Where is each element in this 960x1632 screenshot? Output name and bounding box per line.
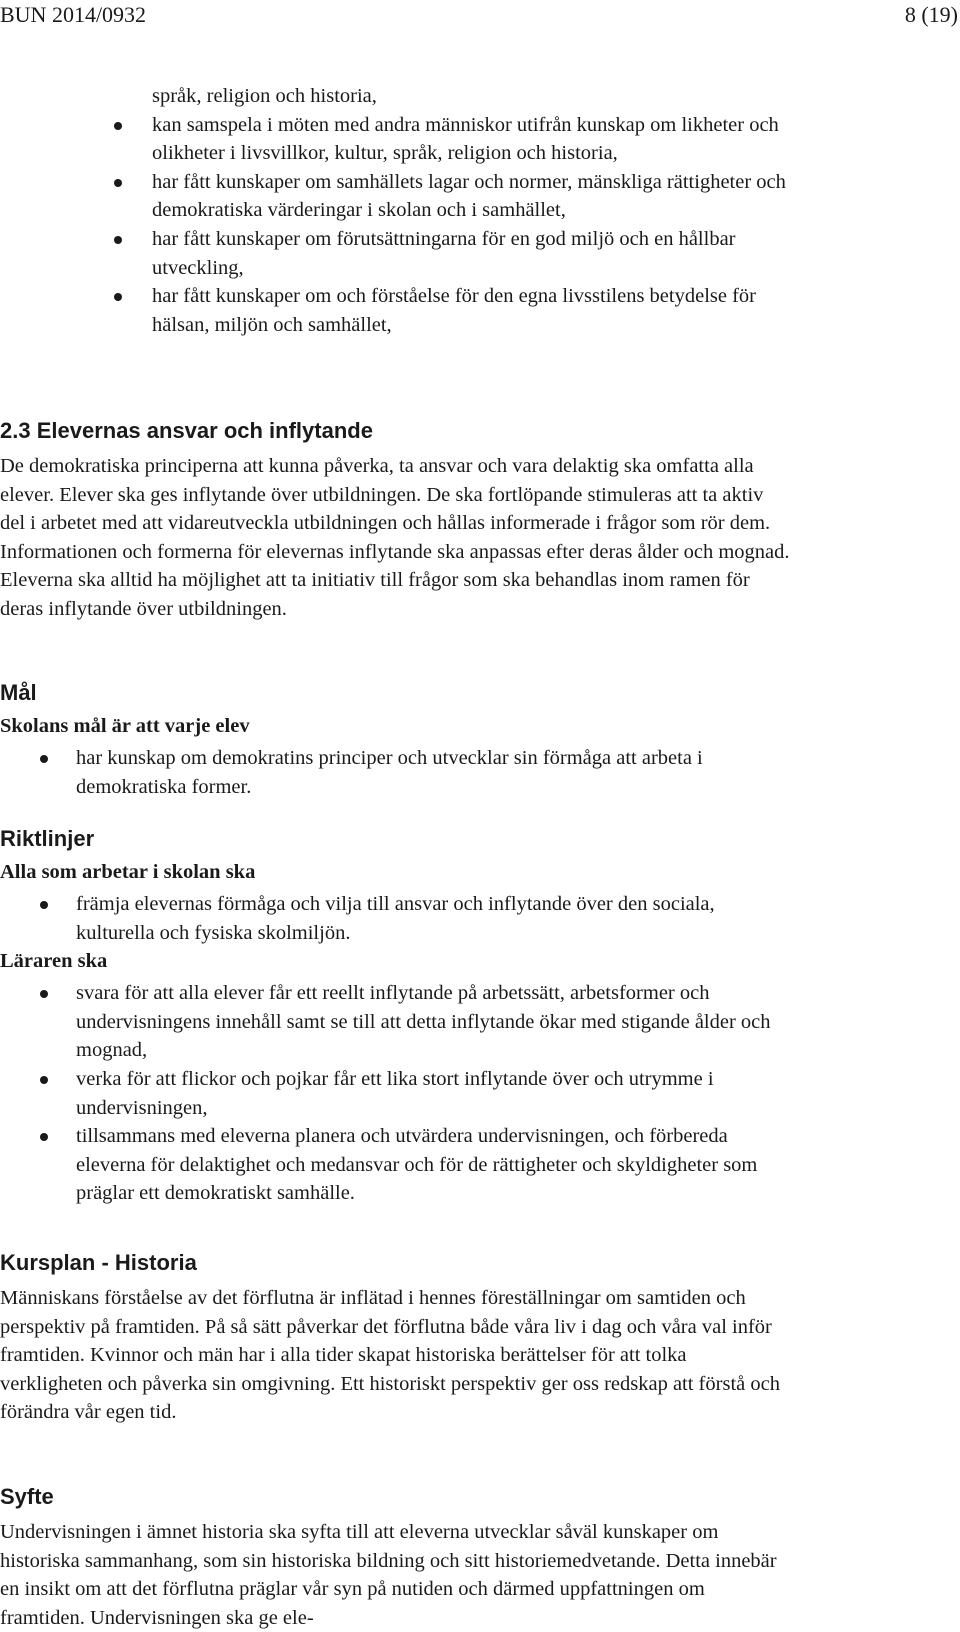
mal-list (0, 744, 760, 801)
bullet-icon (40, 901, 48, 909)
list-item (0, 979, 790, 1065)
bullet-list (0, 111, 800, 340)
list-item-text: verka för att flickor och pojkar får ett lika stort inflytande över och utrymme i undervisningen, (76, 1067, 714, 1119)
section-heading: 2.3 Elevernas ansvar och inflytande (0, 418, 373, 443)
list-item-text: har fått kunskaper om samhällets lagar och normer, mänskliga rättigheter och demokratiska värderingar i skolan och i samhället, (152, 170, 786, 222)
list-item-text: svara för att alla elever får ett reellt inflytande på arbetssätt, arbetsformer och undervisningens innehåll samt se till att detta inflytande ökar med stigande ålder och mognad, (76, 982, 771, 1062)
bullet-icon (40, 755, 48, 763)
list-item (0, 1122, 790, 1208)
section-body: De demokratiska principerna att kunna påverka, ta ansvar och vara delaktig ska omfatta alla elever. Elever ska ges inflytande över utbildningen. De ska fortlöpande stimuleras att ta aktiv del i arbetet med att vidareutveckla utbildningen och hållas informerade i frågor som rör dem. Informationen och formerna för elevernas inflytande ska anpassas efter deras ålder och mognad. Eleverna ska alltid ha möjlighet att ta initiativ till frågor som ska behandlas inom ramen för deras inflytande över utbildningen. (0, 455, 790, 620)
section-mal (0, 680, 790, 801)
list-item-text: tillsammans med eleverna planera och utvärdera undervisningen, och förbereda eleverna för delaktighet och medansvar och för de rättigheter och skyldigheter som präglar ett demokratiskt samhälle. (76, 1125, 758, 1205)
riktlinjer-subheading-1: Alla som arbetar i skolan ska (0, 861, 256, 883)
bullet-icon (114, 122, 122, 130)
list-item-text: har kunskap om demokratins principer och utvecklar sin förmåga att arbeta i demokratiska former. (76, 747, 703, 798)
section-kursplan (0, 1250, 780, 1427)
riktlinjer-list-1 (0, 890, 770, 947)
list-item-text: främja elevernas förmåga och vilja till ansvar och inflytande över den sociala, kulturella och fysiska skolmiljön. (76, 893, 715, 944)
list-item (0, 282, 800, 339)
list-item (0, 1065, 790, 1122)
syfte-body: Undervisningen i ämnet historia ska syfta till att eleverna utvecklar såväl kunskaper om historiska sammanhang, som sin historiska bildning och sitt historiemedvetande. Detta innebär en insikt om att det förflutna präglar vår syn på nutiden och därmed uppfattningen om framtiden. Undervisningen ska ge ele- (0, 1521, 777, 1629)
bullet-icon (114, 236, 122, 244)
bullet-icon (114, 179, 122, 187)
riktlinjer-list-2 (0, 979, 790, 1208)
kursplan-body: Människans förståelse av det förflutna är inflätad i hennes föreställningar om samtiden och perspektiv på framtiden. På så sätt påverkar det förflutna både våra liv i dag och våra val inför framtiden. Kvinnor och män har i alla tider skapat historiska berättelser för att tolka verkligheten och påverka sin omgivning. Ett historiskt perspektiv ger oss redskap att förstå och förändra vår egen tid. (0, 1287, 780, 1424)
page-header (0, 0, 960, 30)
syfte-heading: Syfte (0, 1484, 54, 1509)
section-2-3 (0, 418, 790, 624)
document-id: BUN 2014/0932 (0, 2, 147, 27)
bullet-icon (40, 1133, 48, 1141)
list-item (0, 890, 770, 947)
mal-heading: Mål (0, 680, 37, 705)
list-item-text: har fått kunskaper om förutsättningarna för en god miljö och en hållbar utveckling, (152, 227, 736, 279)
page-number: 8 (19) (904, 2, 958, 27)
kursplan-heading: Kursplan - Historia (0, 1250, 197, 1275)
section-riktlinjer (0, 826, 790, 1208)
list-item (0, 111, 800, 168)
list-item-text: har fått kunskaper om och förståelse för den egna livsstilens betydelse för hälsan, miljön och samhället, (152, 285, 756, 336)
bullet-icon (114, 293, 122, 301)
list-continuation: språk, religion och historia, (152, 85, 377, 107)
list-item (0, 225, 800, 282)
list-item-text: kan samspela i möten med andra människor utifrån kunskap om likheter och olikheter i livsvillkor, kultur, språk, religion och historia, (152, 113, 779, 165)
bullet-icon (40, 990, 48, 998)
riktlinjer-subheading-2: Läraren ska (0, 950, 108, 973)
bullet-icon (40, 1076, 48, 1084)
list-item (0, 744, 760, 801)
top-bullet-list (0, 82, 800, 339)
list-item (0, 168, 800, 225)
section-syfte (0, 1484, 780, 1632)
mal-subheading: Skolans mål är att varje elev (0, 715, 250, 737)
riktlinjer-heading: Riktlinjer (0, 826, 95, 851)
